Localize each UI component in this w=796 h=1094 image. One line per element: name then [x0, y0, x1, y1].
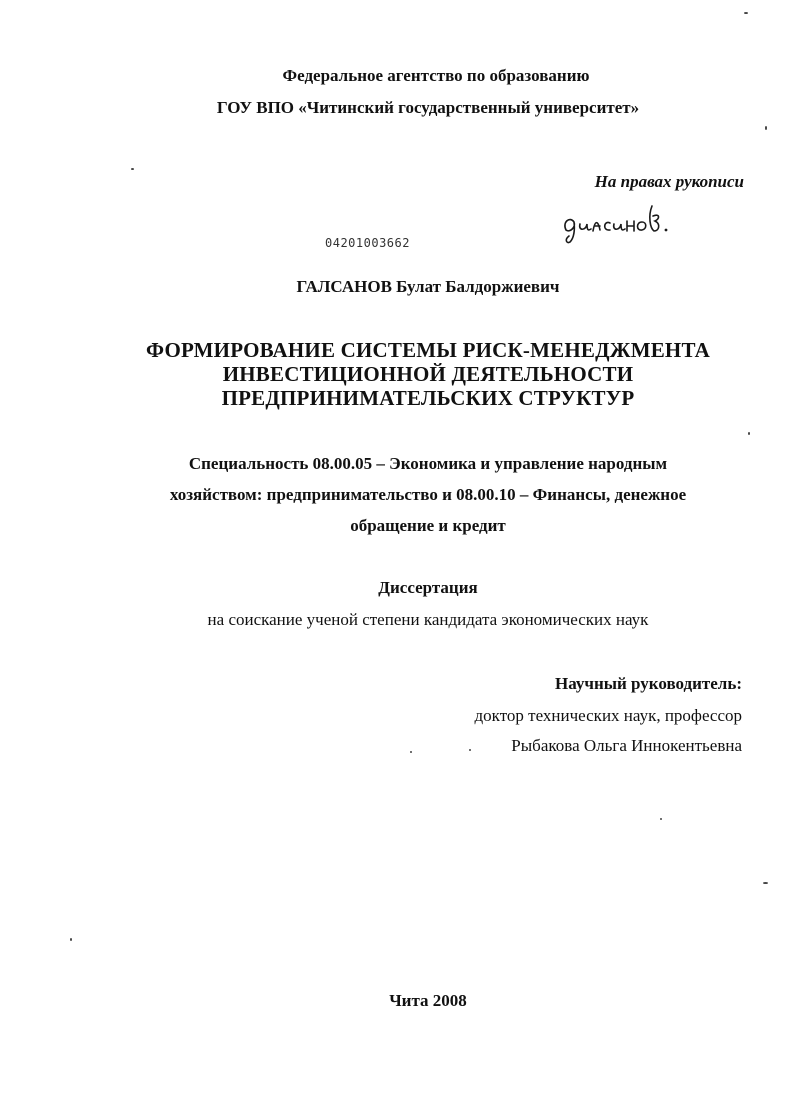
scan-speck [410, 751, 412, 753]
registration-stamp-number: 04201003662 [325, 236, 410, 250]
scan-speck [744, 12, 748, 14]
agency-name: Федеральное агентство по образованию [282, 66, 590, 85]
supervisor-academic-title: доктор технических наук, профессор [474, 706, 742, 725]
scan-speck [469, 749, 471, 751]
specialty-line: обращение и кредит [350, 516, 506, 535]
city-and-year: Чита 2008 [389, 991, 467, 1010]
degree-description: на соискание ученой степени кандидата экономических наук [207, 610, 649, 629]
university-name: ГОУ ВПО «Читинский государственный университет» [216, 98, 640, 117]
specialty-line: хозяйством: предпринимательство и 08.00.10 – Финансы, денежное [169, 485, 687, 504]
scan-speck [70, 938, 72, 941]
supervisor-heading: Научный руководитель: [555, 674, 742, 693]
author-name: ГАЛСАНОВ Булат Балдоржиевич [296, 277, 560, 296]
scan-speck [765, 126, 767, 130]
supervisor-name: Рыбакова Ольга Иннокентьевна [511, 736, 742, 755]
specialty-line: Специальность 08.00.05 – Экономика и управление народным [188, 454, 668, 473]
manuscript-rights-note: На правах рукописи [594, 172, 744, 191]
scan-speck [131, 168, 134, 170]
thesis-title-line: ПРЕДПРИНИМАТЕЛЬСКИХ СТРУКТУР [221, 386, 635, 410]
thesis-title-line: ИНВЕСТИЦИОННОЙ ДЕЯТЕЛЬНОСТИ [222, 362, 634, 386]
scan-speck [763, 882, 768, 884]
document-type: Диссертация [378, 578, 478, 597]
handwritten-signature [560, 200, 680, 244]
scan-speck [748, 432, 750, 435]
scan-speck [660, 818, 662, 820]
thesis-title-line: ФОРМИРОВАНИЕ СИСТЕМЫ РИСК-МЕНЕДЖМЕНТА [145, 338, 710, 362]
